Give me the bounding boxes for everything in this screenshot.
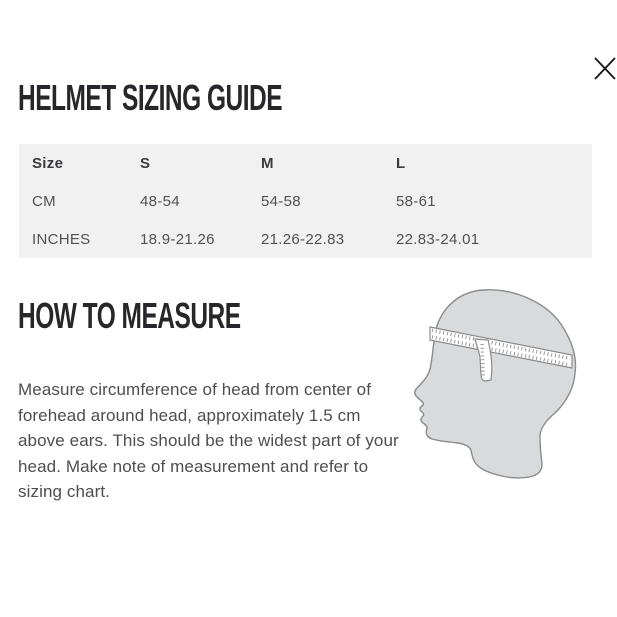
head-profile-icon	[398, 283, 588, 483]
table-cell-cm-m: 54-58	[261, 192, 301, 210]
head-measuring-tape-illustration	[398, 283, 588, 483]
table-header-l: L	[396, 154, 406, 172]
how-to-measure-title-text: HOW TO MEASURE	[18, 295, 241, 336]
table-header-m: M	[261, 154, 274, 172]
head-silhouette	[415, 290, 576, 478]
table-header-size: Size	[32, 154, 64, 172]
sizing-table	[19, 144, 592, 258]
how-to-measure-paragraph: Measure circumference of head from center of forehead around head, approximately 1.5 cm above ears. This should be the widest part of your head. Make note of measurement and refer to sizing chart.	[18, 380, 399, 501]
table-header-s: S	[140, 154, 151, 172]
table-row-label-inches: INCHES	[32, 230, 91, 248]
how-to-measure-title	[18, 295, 345, 336]
table-cell-inches-s: 18.9-21.26	[140, 230, 215, 248]
table-cell-inches-m: 21.26-22.83	[261, 230, 345, 248]
table-cell-cm-l: 58-61	[396, 192, 436, 210]
table-cell-cm-s: 48-54	[140, 192, 180, 210]
close-icon	[590, 71, 617, 86]
sizing-guide-title-text: HELMET SIZING GUIDE	[18, 77, 283, 118]
table-cell-inches-l: 22.83-24.01	[396, 230, 480, 248]
sizing-guide-title	[18, 77, 406, 118]
table-row-label-cm: CM	[32, 192, 56, 210]
close-button[interactable]	[590, 53, 617, 83]
